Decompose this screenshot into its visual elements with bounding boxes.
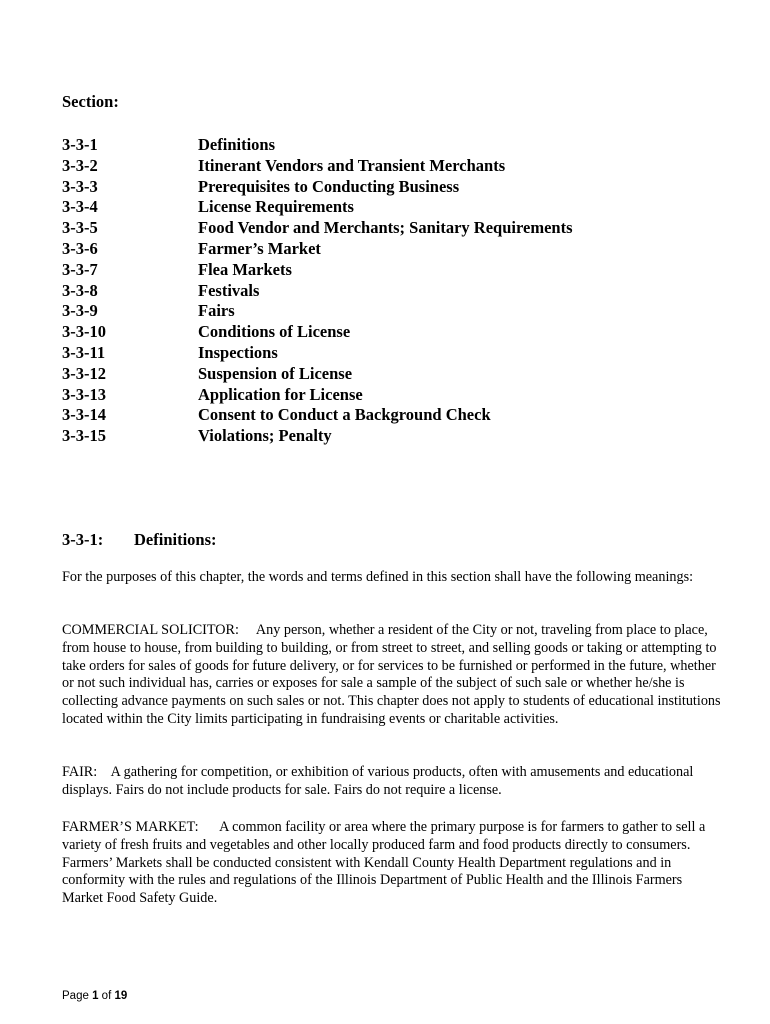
- toc-number: 3-3-12: [62, 363, 106, 383]
- definition-text: Any person, whether a resident of the City or not, traveling from place to place, from house to house, from building to building, or from street to street, and selling goods or taking or attempting to take orders for sales of goods for future delivery, or for services to be furnished or performed in the future, whether or not such individual has, carries or exposes for sale a sample of the subject of such sale or whether he/she is collecting advance payments on such sales or not. This chapter does not apply to students of educational institutions located within the City limits participating in fundraising events or charitable activities.: [62, 622, 721, 727]
- intro-paragraph: For the purposes of this chapter, the words and terms defined in this section shall have the following meanings:: [62, 569, 694, 585]
- definition-term: FAIR:: [62, 764, 98, 780]
- toc-number: 3-3-8: [62, 280, 98, 300]
- definition-term: FARMER’S MARKET:: [62, 819, 199, 835]
- toc-item: [62, 281, 682, 302]
- toc-item: [62, 322, 682, 343]
- toc-number: 3-3-15: [62, 426, 106, 446]
- toc-number: 3-3-4: [62, 197, 98, 217]
- toc-number: 3-3-14: [62, 405, 106, 425]
- toc-item: [62, 260, 682, 281]
- toc-title: Festivals: [198, 280, 260, 300]
- toc-number: 3-3-3: [62, 176, 98, 196]
- toc-title: Prerequisites to Conducting Business: [198, 176, 460, 196]
- toc-item: [62, 301, 682, 322]
- toc-number: 3-3-13: [62, 384, 106, 404]
- definition-farmers-market: [62, 819, 722, 908]
- toc-title: Conditions of License: [198, 322, 351, 342]
- toc-title: Suspension of License: [198, 363, 353, 383]
- toc-title: Consent to Conduct a Background Check: [198, 405, 491, 425]
- definition-fair: [62, 764, 722, 800]
- toc-item: [62, 197, 682, 218]
- toc-number: 3-3-11: [62, 342, 106, 362]
- toc-item: [62, 135, 682, 156]
- definition-commercial-solicitor: [62, 622, 722, 729]
- toc-title: Farmer’s Market: [198, 238, 321, 258]
- toc-item: [62, 218, 682, 239]
- footer-total-pages: 19: [114, 990, 128, 1002]
- toc-number: 3-3-1: [62, 135, 98, 154]
- toc-item: [62, 239, 682, 260]
- definition-term: COMMERCIAL SOLICITOR:: [62, 622, 239, 638]
- toc-number: 3-3-10: [62, 322, 106, 342]
- toc-number: 3-3-6: [62, 238, 98, 258]
- page-footer: [62, 990, 127, 1002]
- section-heading: [62, 530, 217, 550]
- toc-title: Inspections: [198, 342, 278, 362]
- toc-title: Food Vendor and Merchants; Sanitary Requirements: [198, 218, 573, 238]
- toc-item: [62, 405, 682, 426]
- toc-item: [62, 385, 682, 406]
- definition-text: A gathering for competition, or exhibition of various products, often with amusements and educational displays. Fairs do not include products for sale. Fairs do not require a license.: [62, 764, 694, 798]
- toc-item: [62, 177, 682, 198]
- section-heading-number: 3-3-1:: [62, 530, 104, 549]
- toc-title: Fairs: [198, 301, 235, 321]
- toc-title: Itinerant Vendors and Transient Merchants: [198, 155, 506, 175]
- section-label: Section:: [62, 92, 119, 111]
- definition-text: A common facility or area where the primary purpose is for farmers to gather to sell a variety of fresh fruits and vegetables and other locally produced farm and food products directly to consumers. Farmers’ Markets shall be conducted consistent with Kendall County Health Department regulations and in conformity with the rules and regulations of the Illinois Department of Public Health and the Illinois Farmers Market Food Safety Guide.: [62, 819, 706, 907]
- toc-title: Flea Markets: [198, 259, 292, 279]
- toc-item: [62, 364, 682, 385]
- footer-of-word: of: [101, 990, 112, 1002]
- toc-item: [62, 343, 682, 364]
- section-heading-title: Definitions:: [134, 530, 217, 549]
- table-of-contents: [62, 135, 682, 447]
- footer-current-page: 1: [92, 990, 99, 1002]
- toc-number: 3-3-2: [62, 155, 98, 175]
- toc-item: [62, 426, 682, 447]
- toc-number: 3-3-7: [62, 259, 98, 279]
- toc-title: Violations; Penalty: [198, 426, 332, 446]
- toc-title: Definitions: [198, 135, 276, 154]
- toc-title: License Requirements: [198, 197, 354, 217]
- footer-page-word: Page: [62, 990, 89, 1002]
- toc-number: 3-3-5: [62, 218, 98, 238]
- toc-item: [62, 156, 682, 177]
- toc-title: Application for License: [198, 384, 363, 404]
- toc-number: 3-3-9: [62, 301, 98, 321]
